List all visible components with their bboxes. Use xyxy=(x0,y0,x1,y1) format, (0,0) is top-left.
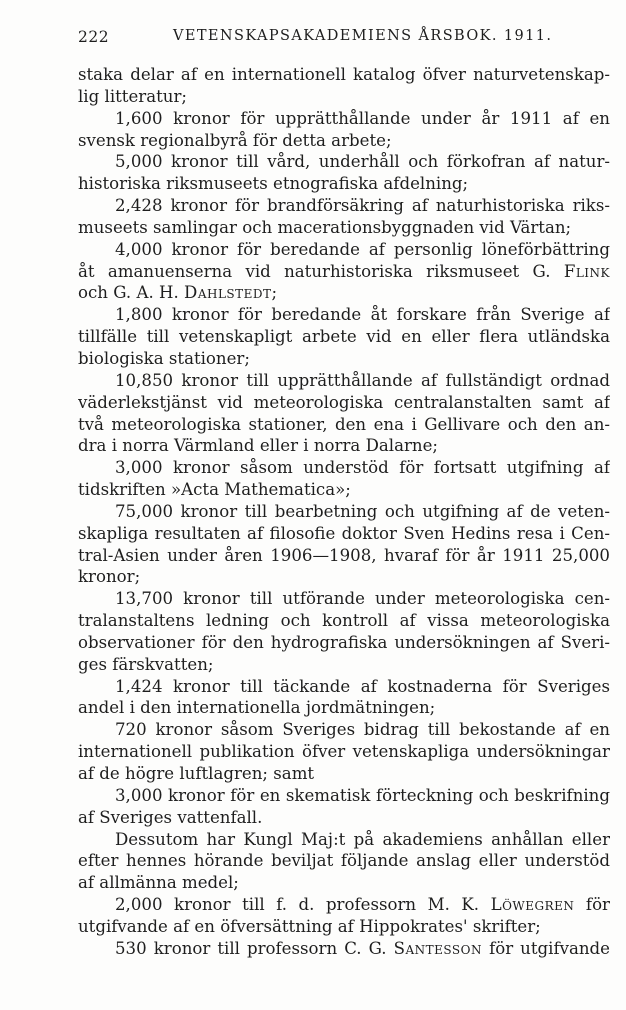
text-line: dra i norra Värmland eller i norra Dalarne; xyxy=(78,436,438,456)
running-title: VETENSKAPSAKADEMIENS ÅRSBOK. 1911. xyxy=(173,28,553,44)
text-line: 1,424 kronor till täckande af kostnaderna för Sveriges xyxy=(115,676,610,696)
text-line: 5,000 kronor till vård, underhåll och förkofran af natur- xyxy=(115,152,610,172)
text-line: 2,428 kronor för brandförsäkring af naturhistoriska riks- xyxy=(115,196,610,216)
text-line: museets samlingar och macerationsbyggnaden vid Värtan; xyxy=(78,217,572,237)
text-line xyxy=(78,894,610,916)
page-number: 222 xyxy=(78,28,110,46)
text-line: staka delar af en internationell katalog öfver naturvetenskap- xyxy=(78,65,610,84)
text-line xyxy=(78,282,610,304)
page-header xyxy=(78,28,610,52)
text-line: efter hennes hörande beviljat följande anslag eller understöd xyxy=(78,851,610,871)
text-line: kronor; xyxy=(78,567,141,587)
text-line: ges färskvatten; xyxy=(78,654,214,674)
text-line: 10,850 kronor till upprätthållande af fullständigt ordnad xyxy=(115,370,610,390)
text-line: af de högre luftlagren; samt xyxy=(78,764,315,783)
author-name-dahlstedt: Dahlstedt xyxy=(184,283,272,303)
text-line: tralanstaltens ledning och kontroll af vissa meteorologiska xyxy=(78,611,610,631)
text-line: historiska riksmuseets etnografiska afdelning; xyxy=(78,174,469,194)
text-line: af Sveriges vattenfall. xyxy=(78,807,263,827)
text-segment: och G. A. H. xyxy=(78,283,179,303)
text-segment: för utgifvande xyxy=(489,938,610,958)
text-line: 13,700 kronor till utförande under meteorologiska cen- xyxy=(115,589,610,609)
text-line: utgifvande af en öfversättning af Hippokrates' skrifter; xyxy=(78,916,541,936)
text-line: skapliga resultaten af filosofie doktor Sven Hedins resa i Cen- xyxy=(78,523,610,543)
text-line: af allmänna medel; xyxy=(78,873,239,893)
text-line: 1,600 kronor för upprätthållande under år 1911 af en xyxy=(115,108,610,128)
text-segment: ; xyxy=(271,283,278,303)
text-segment: 2,000 kronor till f. d. professorn M. K. xyxy=(115,895,480,915)
text-line: internationell publikation öfver vetenskapliga undersökningar xyxy=(78,742,610,762)
text-line: Dessutom har Kungl Maj:t på akademiens anhållan eller xyxy=(115,829,610,849)
text-line: 1,800 kronor för beredande åt forskare från Sverige af xyxy=(115,305,610,325)
text-line xyxy=(78,938,610,960)
text-segment: 530 kronor till professorn C. G. xyxy=(115,938,387,958)
body-text xyxy=(78,64,610,960)
text-segment: för xyxy=(585,895,610,915)
text-line: biologiska stationer; xyxy=(78,348,250,368)
text-line: andel i den internationella jordmätningen; xyxy=(78,698,436,718)
text-line: 3,000 kronor såsom understöd för fortsatt utgifning af xyxy=(115,458,610,478)
text-line: tral-Asien under åren 1906—1908, hvaraf för år 1911 25,000 xyxy=(78,545,610,565)
text-line: lig litteratur; xyxy=(78,86,187,106)
text-line: två meteorologiska stationer, den ena i Gellivare och den an- xyxy=(78,414,610,434)
text-segment: åt amanuenserna vid naturhistoriska riksmuseet G. xyxy=(78,261,551,281)
text-line: tidskriften »Acta Mathematica»; xyxy=(78,480,351,500)
text-line: tillfälle till vetenskapligt arbete vid en eller flera utländska xyxy=(78,327,610,347)
text-line: väderlekstjänst vid meteorologiska centralanstalten samt af xyxy=(78,392,610,412)
author-name-santesson: Santesson xyxy=(393,938,482,958)
text-line: 720 kronor såsom Sveriges bidrag till bekostande af en xyxy=(115,720,610,740)
author-name-lowegren: Löwegren xyxy=(490,895,575,915)
text-line: svensk regionalbyrå för detta arbete; xyxy=(78,130,392,150)
author-name-flink: Flink xyxy=(563,261,610,281)
text-line xyxy=(78,261,610,283)
text-line: 3,000 kronor för en skematisk förteckning och beskrifning xyxy=(115,785,610,805)
text-line: 75,000 kronor till bearbetning och utgifning af de veten- xyxy=(115,501,610,521)
text-line: observationer för den hydrografiska undersökningen af Sveri- xyxy=(78,632,610,652)
text-line: 4,000 kronor för beredande af personlig löneförbättring xyxy=(115,239,610,259)
